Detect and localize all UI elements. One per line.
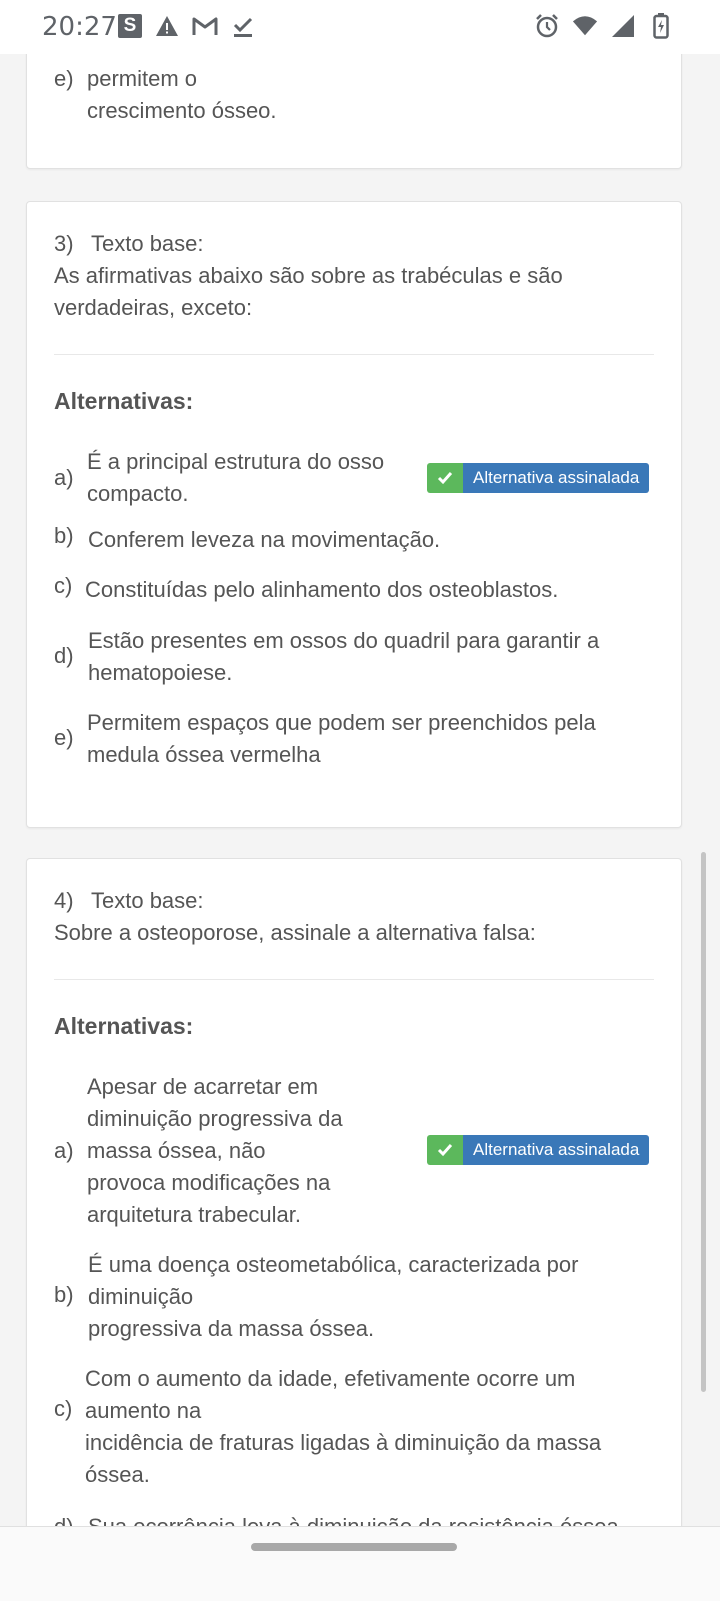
option-letter: d) xyxy=(54,643,74,668)
option-text: Permitem espaços que podem ser preenchidos pela xyxy=(87,710,596,735)
alternatives-title: Alternativas: xyxy=(54,388,194,414)
question-label: Texto base: xyxy=(91,231,204,256)
option-letter: b) xyxy=(54,523,74,548)
option-letter: c) xyxy=(54,573,73,598)
option-a[interactable] xyxy=(54,1071,387,1231)
option-b[interactable] xyxy=(54,1249,578,1345)
option-e xyxy=(54,63,277,127)
option-letter: a) xyxy=(54,1138,74,1163)
option-text: permitem o xyxy=(87,66,198,91)
status-time: 20:27 xyxy=(42,12,117,42)
download-done-icon xyxy=(230,13,256,39)
option-c[interactable] xyxy=(54,574,558,606)
option-letter: e) xyxy=(54,66,74,91)
battery-charging-icon xyxy=(648,13,674,39)
scrollbar-thumb[interactable] xyxy=(701,852,706,1392)
question-header xyxy=(54,885,536,949)
badge-label: Alternativa assinalada xyxy=(463,463,649,493)
option-text: hematopoiese. xyxy=(88,660,233,685)
option-text: arquitetura trabecular. xyxy=(87,1202,302,1227)
question-number: 4) xyxy=(54,888,74,913)
option-text: É a principal estrutura do osso xyxy=(87,449,385,474)
selected-answer-badge xyxy=(427,463,649,493)
question-card-4 xyxy=(26,858,682,1557)
option-text: diminuição xyxy=(88,1284,194,1309)
option-text: crescimento ósseo. xyxy=(87,98,277,123)
option-text: progressiva da massa óssea. xyxy=(88,1316,375,1341)
option-text: Constituídas pelo alinhamento dos osteoblastos. xyxy=(85,577,559,602)
option-letter: b) xyxy=(54,1282,74,1307)
wifi-icon xyxy=(572,13,598,39)
option-text: compacto. xyxy=(87,481,189,506)
question-header xyxy=(54,228,563,324)
option-text: óssea. xyxy=(85,1462,150,1487)
option-text: provoca modificações na xyxy=(87,1170,331,1195)
alternatives-title: Alternativas: xyxy=(54,1013,194,1039)
divider xyxy=(54,354,654,355)
status-bar xyxy=(0,0,720,54)
option-a[interactable] xyxy=(54,446,427,510)
option-letter: a) xyxy=(54,465,74,490)
divider xyxy=(54,979,654,980)
question-prompt: As afirmativas abaixo são sobre as trabéculas e são xyxy=(54,263,563,288)
warning-icon xyxy=(154,13,180,39)
check-icon xyxy=(427,1135,463,1165)
option-text: diminuição progressiva da xyxy=(87,1106,343,1131)
option-b[interactable] xyxy=(54,524,440,556)
selected-answer-badge xyxy=(427,1135,649,1165)
option-text: aumento na xyxy=(85,1398,202,1423)
option-text: É uma doença osteometabólica, caracterizada por xyxy=(88,1252,579,1277)
option-letter: e) xyxy=(54,725,74,750)
gmail-icon xyxy=(192,13,218,39)
option-letter: c) xyxy=(54,1396,73,1421)
option-text: incidência de fraturas ligadas à diminuição da massa xyxy=(85,1430,602,1455)
option-text: medula óssea vermelha xyxy=(87,742,321,767)
alarm-icon xyxy=(534,13,560,39)
option-c[interactable] xyxy=(54,1363,601,1491)
option-text: Com o aumento da idade, efetivamente ocorre um xyxy=(85,1366,576,1391)
option-d[interactable] xyxy=(54,625,599,689)
question-card-2 xyxy=(26,54,682,169)
navigation-bar xyxy=(0,1526,720,1601)
quiz-scroll-area[interactable] xyxy=(0,54,720,1557)
check-icon xyxy=(427,463,463,493)
question-prompt: verdadeiras, exceto: xyxy=(54,295,253,320)
gesture-handle[interactable] xyxy=(251,1543,457,1551)
question-label: Texto base: xyxy=(91,888,204,913)
question-number: 3) xyxy=(54,231,74,256)
question-card-3 xyxy=(26,201,682,828)
signal-icon xyxy=(610,13,636,39)
badge-label: Alternativa assinalada xyxy=(463,1135,649,1165)
option-text: Conferem leveza na movimentação. xyxy=(88,527,441,552)
option-text: massa óssea, não xyxy=(87,1138,266,1163)
s-app-icon: S xyxy=(118,14,142,38)
option-text: Apesar de acarretar em xyxy=(87,1074,319,1099)
option-e[interactable] xyxy=(54,707,596,771)
option-text: Estão presentes em ossos do quadril para garantir a xyxy=(88,628,600,653)
question-prompt: Sobre a osteoporose, assinale a alternativa falsa: xyxy=(54,920,536,945)
